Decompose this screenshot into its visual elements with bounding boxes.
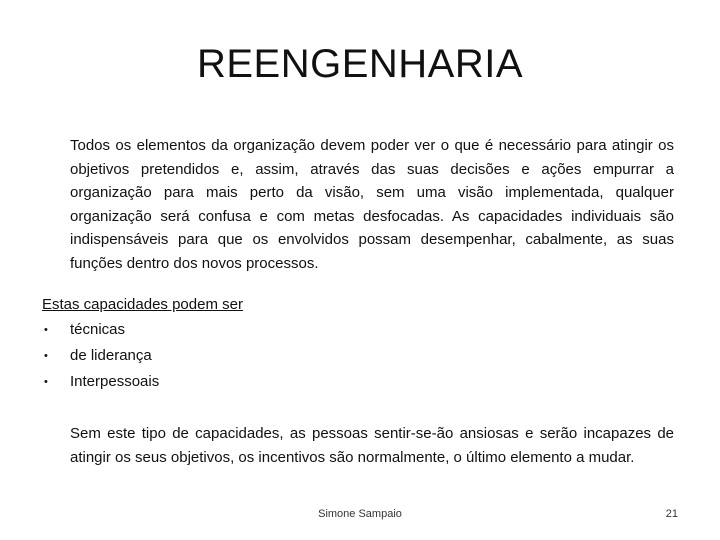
bullet-icon: •: [44, 324, 48, 336]
closing-paragraph: Sem este tipo de capacidades, as pessoas sentir-se-ão ansiosas e serão incapazes de atingir os seus objetivos, os incentivos são normalmente, o último elemento a mudar.: [70, 425, 674, 466]
intro-paragraph: Todos os elementos da organização devem poder ver o que é necessário para atingir os objetivos pretendidos e, assim, através das suas decisões e ações empurrar a organização para mais perto da visão, sem uma visão implementada, qualquer organização será confusa e com metas desfocadas. As capacidades individuais são indispensáveis para que os envolvidos possam desempenhar, cabalmente, as suas funções dentro dos novos processos.: [70, 137, 674, 272]
page-number: 21: [665, 508, 678, 520]
footer-author: Simone Sampaio: [318, 508, 402, 520]
capacity-interpersonal: Interpessoais: [70, 373, 160, 390]
bullet-icon: •: [44, 376, 48, 388]
capacity-technical: técnicas: [70, 321, 126, 338]
capacity-leadership: de liderança: [70, 347, 152, 364]
slide-title: REENGENHARIA: [196, 42, 524, 86]
bullet-icon: •: [44, 350, 48, 362]
capacities-heading: Estas capacidades podem ser: [42, 296, 243, 313]
